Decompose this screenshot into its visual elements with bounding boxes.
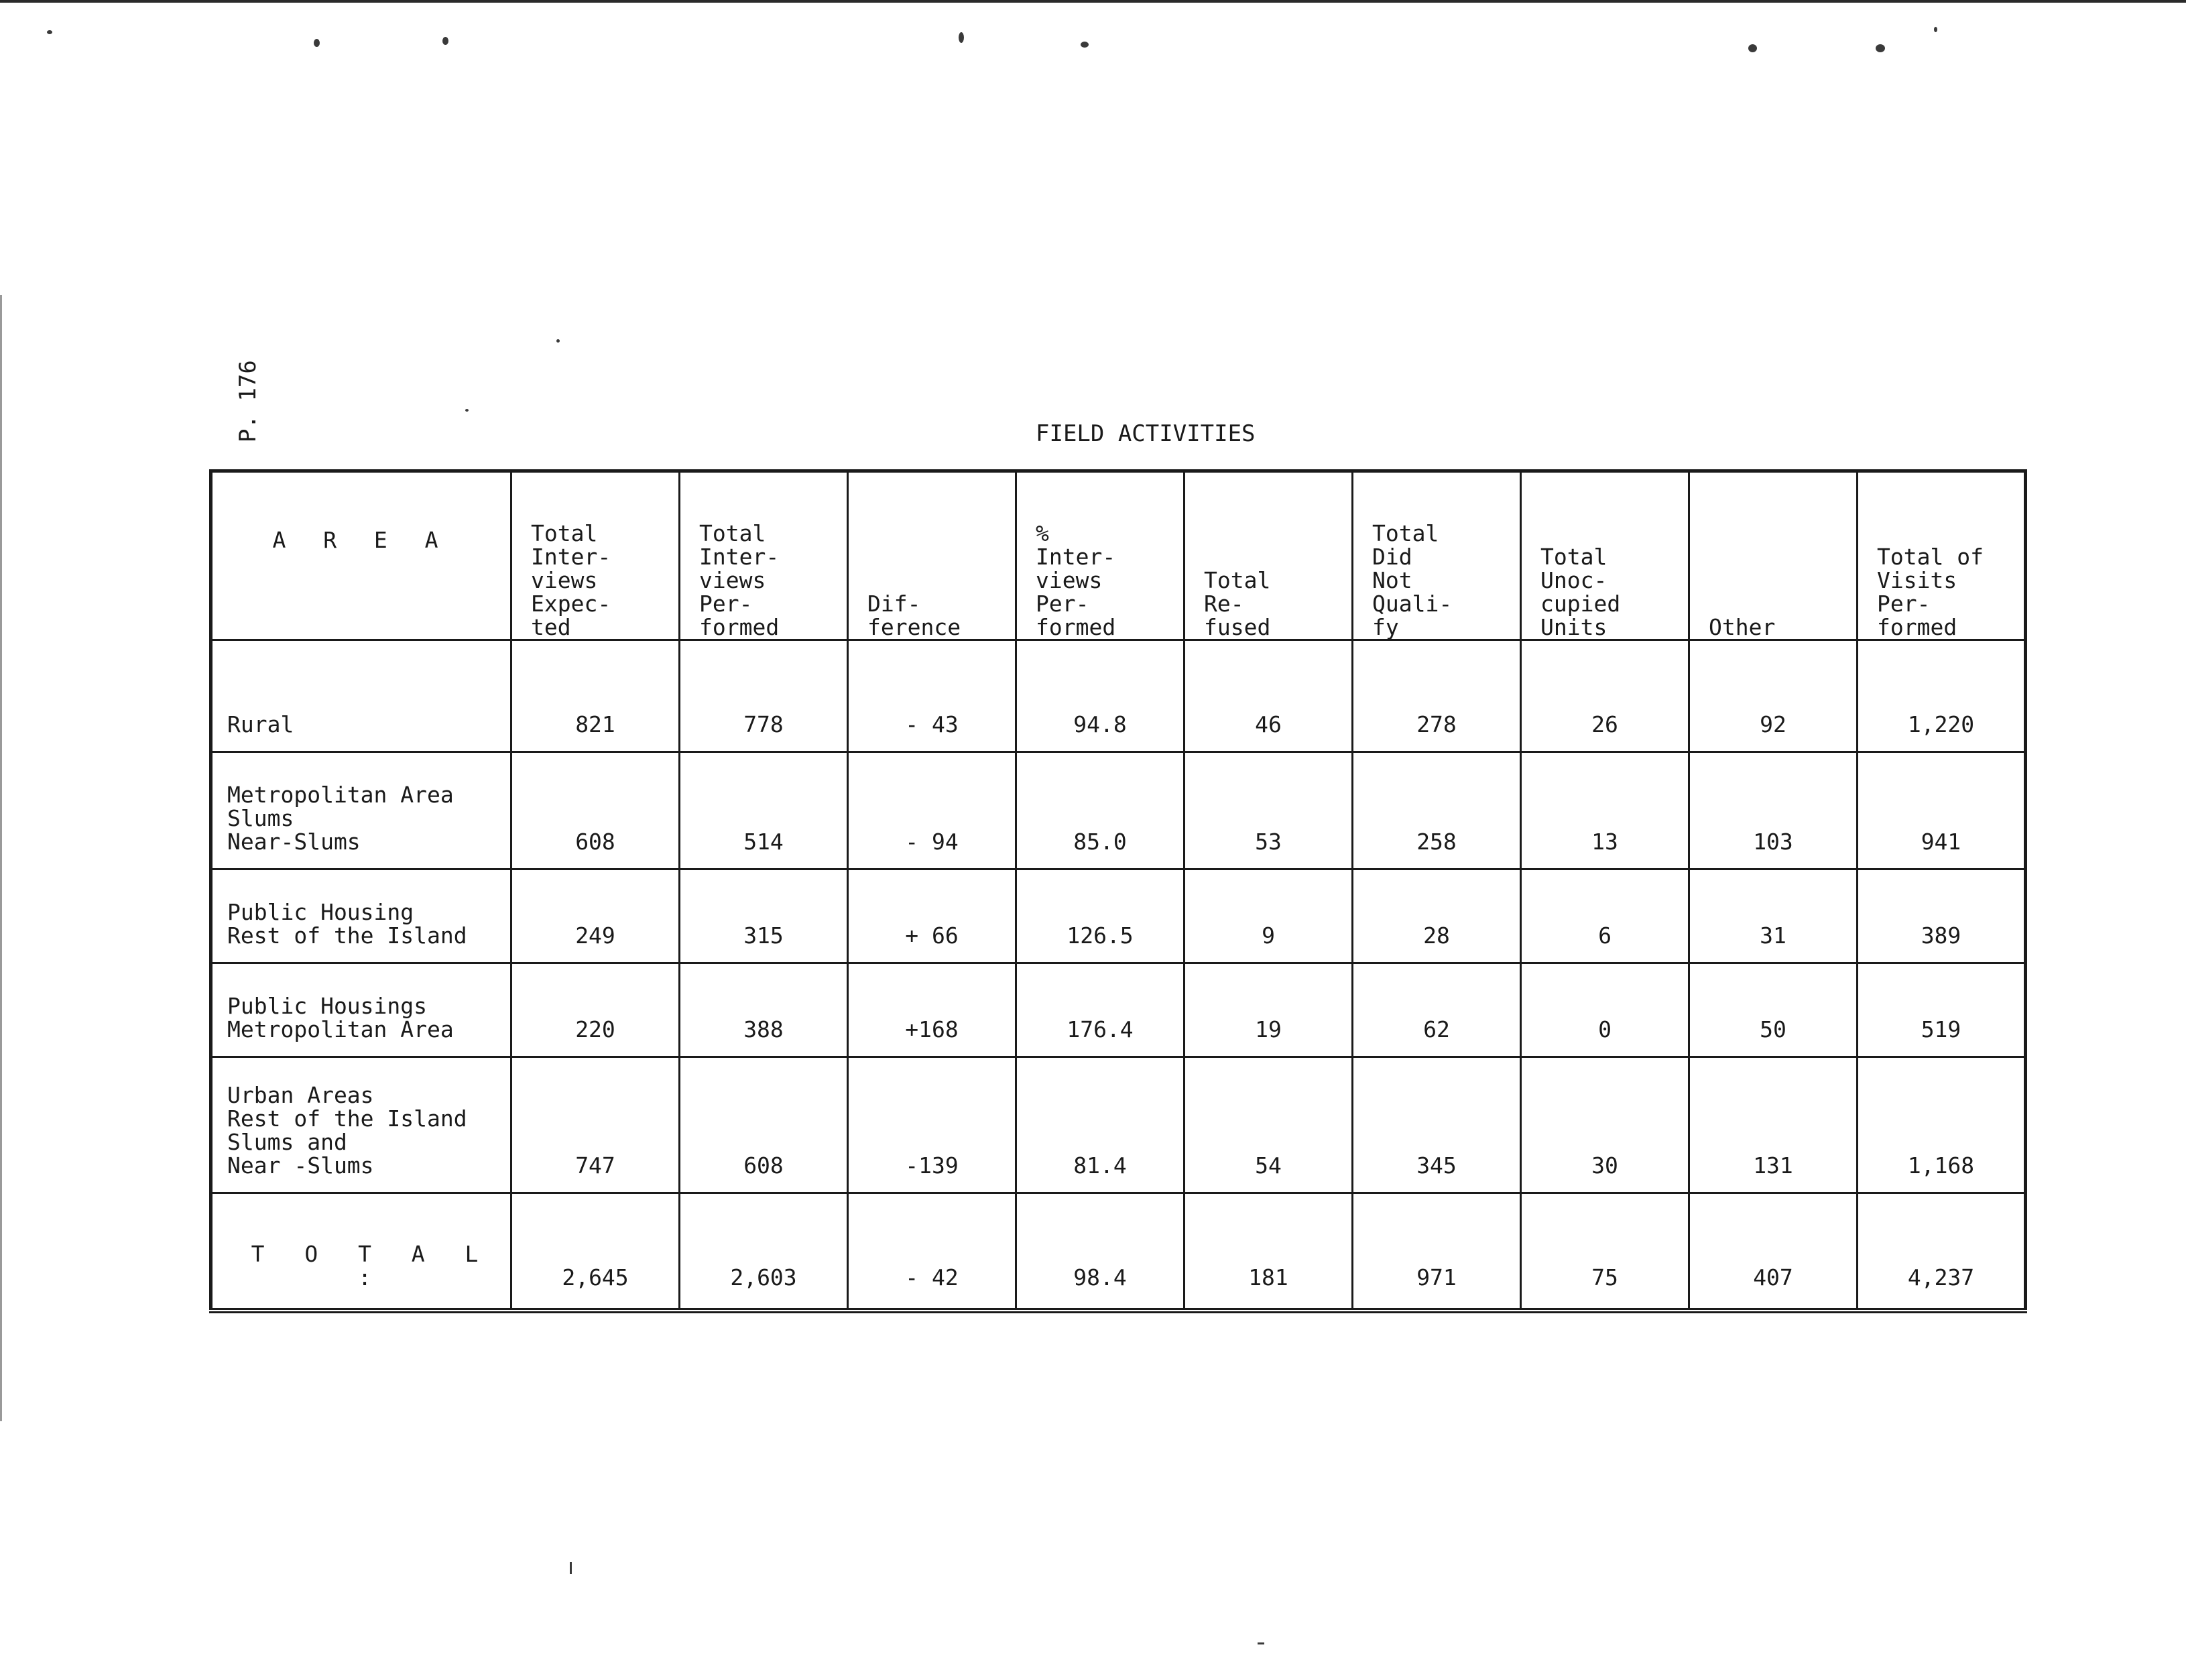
table-row <box>211 752 2026 869</box>
cell-interviews-performed: 388 <box>680 963 848 1057</box>
table-row <box>211 963 2026 1057</box>
cell-did-not-qualify: 62 <box>1353 963 1521 1057</box>
cell-total-visits: 1,168 <box>1858 1057 2026 1193</box>
cell-total-visits: 941 <box>1858 752 2026 869</box>
page-edge-top <box>0 0 2186 3</box>
total-visits: 4,237 <box>1858 1193 2026 1311</box>
cell-refused: 54 <box>1185 1057 1353 1193</box>
cell-percent-performed: 176.4 <box>1016 963 1185 1057</box>
cell-percent-performed: 126.5 <box>1016 869 1185 963</box>
cell-interviews-expected: 249 <box>511 869 680 963</box>
cell-did-not-qualify: 258 <box>1353 752 1521 869</box>
cell-did-not-qualify: 278 <box>1353 640 1521 752</box>
row-area-label: Rural <box>211 640 511 752</box>
page-number: P. 176 <box>235 360 261 442</box>
cell-refused: 9 <box>1185 869 1353 963</box>
column-header-unoccupied-units: Total Unoc- cupied Units <box>1521 471 1689 640</box>
document-title: FIELD ACTIVITIES <box>1036 420 1256 447</box>
cell-refused: 53 <box>1185 752 1353 869</box>
cell-interviews-expected: 220 <box>511 963 680 1057</box>
cell-unoccupied: 6 <box>1521 869 1689 963</box>
cell-interviews-performed: 608 <box>680 1057 848 1193</box>
total-interviews-performed: 2,603 <box>680 1193 848 1311</box>
cell-difference: + 66 <box>848 869 1016 963</box>
cell-interviews-expected: 747 <box>511 1057 680 1193</box>
total-refused: 181 <box>1185 1193 1353 1311</box>
row-area-label: Urban Areas Rest of the Island Slums and Near -Slums <box>211 1057 511 1193</box>
table-row <box>211 1057 2026 1193</box>
cell-difference: - 43 <box>848 640 1016 752</box>
cell-interviews-expected: 821 <box>511 640 680 752</box>
cell-difference: - 94 <box>848 752 1016 869</box>
cell-other: 50 <box>1689 963 1858 1057</box>
row-area-label: Metropolitan Area Slums Near-Slums <box>211 752 511 869</box>
cell-interviews-performed: 778 <box>680 640 848 752</box>
cell-other: 131 <box>1689 1057 1858 1193</box>
column-header-interviews-expected: Total Inter- views Expec- ted <box>511 471 680 640</box>
cell-difference: -139 <box>848 1057 1016 1193</box>
column-header-difference: Dif- ference <box>848 471 1016 640</box>
cell-interviews-performed: 315 <box>680 869 848 963</box>
cell-difference: +168 <box>848 963 1016 1057</box>
cell-percent-performed: 85.0 <box>1016 752 1185 869</box>
total-did-not-qualify: 971 <box>1353 1193 1521 1311</box>
column-header-did-not-qualify: Total Did Not Quali- fy <box>1353 471 1521 640</box>
cell-refused: 19 <box>1185 963 1353 1057</box>
cell-interviews-performed: 514 <box>680 752 848 869</box>
cell-refused: 46 <box>1185 640 1353 752</box>
total-other: 407 <box>1689 1193 1858 1311</box>
column-header-total-visits-performed: Total of Visits Per- formed <box>1858 471 2026 640</box>
cell-unoccupied: 26 <box>1521 640 1689 752</box>
total-label: T O T A L : <box>211 1193 511 1311</box>
total-percent-performed: 98.4 <box>1016 1193 1185 1311</box>
cell-did-not-qualify: 345 <box>1353 1057 1521 1193</box>
cell-interviews-expected: 608 <box>511 752 680 869</box>
table-row <box>211 869 2026 963</box>
cell-percent-performed: 81.4 <box>1016 1057 1185 1193</box>
cell-other: 92 <box>1689 640 1858 752</box>
column-header-percent-interviews-performed: % Inter- views Per- formed <box>1016 471 1185 640</box>
cell-total-visits: 519 <box>1858 963 2026 1057</box>
cell-percent-performed: 94.8 <box>1016 640 1185 752</box>
total-interviews-expected: 2,645 <box>511 1193 680 1311</box>
row-area-label: Public Housings Metropolitan Area <box>211 963 511 1057</box>
cell-unoccupied: 13 <box>1521 752 1689 869</box>
page-edge-left <box>0 295 2 1421</box>
column-header-other: Other <box>1689 471 1858 640</box>
cell-total-visits: 389 <box>1858 869 2026 963</box>
cell-unoccupied: 0 <box>1521 963 1689 1057</box>
table-row <box>211 640 2026 752</box>
column-header-interviews-performed: Total Inter- views Per- formed <box>680 471 848 640</box>
cell-other: 31 <box>1689 869 1858 963</box>
row-area-label: Public Housing Rest of the Island <box>211 869 511 963</box>
total-unoccupied: 75 <box>1521 1193 1689 1311</box>
table-header-row <box>211 471 2026 640</box>
column-header-area: A R E A <box>211 471 511 640</box>
field-activities-table <box>209 469 2027 1313</box>
cell-other: 103 <box>1689 752 1858 869</box>
total-difference: - 42 <box>848 1193 1016 1311</box>
field-activities-table-container <box>209 469 2023 1313</box>
cell-did-not-qualify: 28 <box>1353 869 1521 963</box>
column-header-total-refused: Total Re- fused <box>1185 471 1353 640</box>
table-total-row <box>211 1193 2026 1311</box>
cell-unoccupied: 30 <box>1521 1057 1689 1193</box>
cell-total-visits: 1,220 <box>1858 640 2026 752</box>
